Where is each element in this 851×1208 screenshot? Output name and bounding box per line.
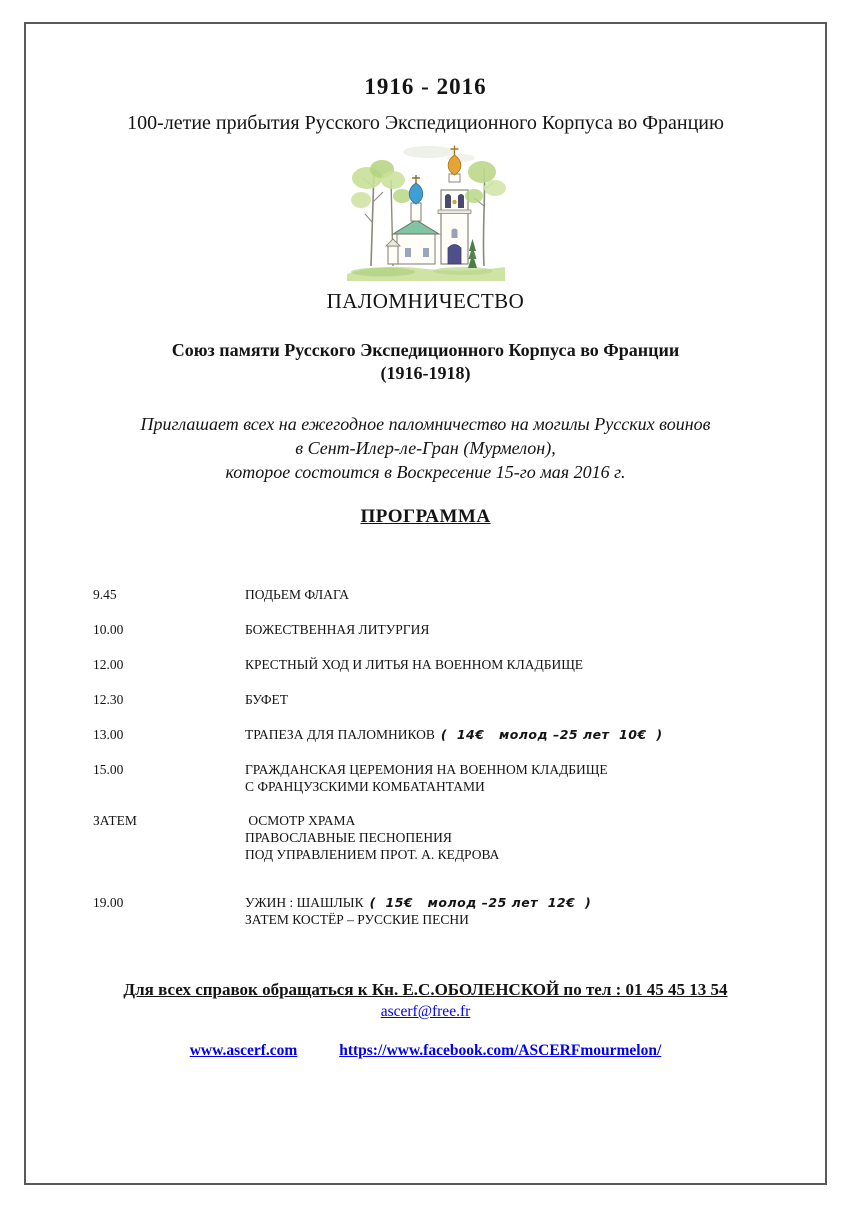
schedule-time: 12.00 bbox=[93, 657, 124, 672]
program-schedule bbox=[93, 586, 827, 928]
schedule-label: ЗАТЕМ КОСТЁР – РУССКИЕ ПЕСНИ bbox=[245, 912, 469, 927]
program-title: ПРОГРАММА bbox=[360, 506, 491, 527]
email-row bbox=[24, 1003, 827, 1021]
schedule-time: ЗАТЕМ bbox=[93, 813, 137, 828]
schedule-time: 12.30 bbox=[93, 692, 124, 707]
flyer-content bbox=[24, 22, 827, 1060]
union-heading bbox=[24, 339, 827, 385]
schedule-time: 10.00 bbox=[93, 622, 124, 637]
schedule-label: ПОД УПРАВЛЕНИЕМ ПРОТ. А. КЕДРОВА bbox=[245, 847, 500, 862]
schedule-label: БУФЕТ bbox=[245, 692, 288, 707]
pilgrimage-heading: ПАЛОМНИЧЕСТВО bbox=[326, 289, 525, 313]
schedule-label: БОЖЕСТВЕННАЯ ЛИТУРГИЯ bbox=[245, 622, 430, 637]
schedule-row bbox=[93, 761, 827, 795]
schedule-label-text: УЖИН : ШАШЛЫК bbox=[245, 895, 364, 910]
schedule-row bbox=[93, 726, 827, 743]
invitation-line3: которое состоится в Воскресение 15-го мая 2016 г. bbox=[225, 462, 626, 482]
schedule-time: 13.00 bbox=[93, 727, 124, 742]
schedule-time: 19.00 bbox=[93, 895, 124, 910]
invitation-text bbox=[24, 412, 827, 484]
dinner-price: ( 15€ молод –25 лет 12€ ) bbox=[369, 895, 592, 910]
schedule-row bbox=[93, 586, 827, 603]
schedule-time: 9.45 bbox=[93, 587, 117, 602]
website-link[interactable]: www.ascerf.com bbox=[189, 1042, 298, 1059]
schedule-label: ПРАВОСЛАВНЫЕ ПЕСНОПЕНИЯ bbox=[245, 830, 452, 845]
schedule-label: С ФРАНЦУЗСКИМИ КОМБАТАНТАМИ bbox=[245, 779, 485, 794]
schedule-label: КРЕСТНЫЙ ХОД И ЛИТЬЯ НА ВОЕННОМ КЛАДБИЩЕ bbox=[245, 657, 584, 672]
schedule-row bbox=[93, 812, 827, 863]
email-link[interactable]: ascerf@free.fr bbox=[380, 1003, 471, 1020]
union-line1: Союз памяти Русского Экспедиционного Корпуса во Франции bbox=[171, 340, 680, 360]
invitation-line2: в Сент-Илер-ле-Гран (Мурмелон), bbox=[295, 438, 556, 458]
schedule-row bbox=[93, 691, 827, 708]
links-row bbox=[24, 1042, 827, 1060]
schedule-row bbox=[93, 621, 827, 638]
facebook-link[interactable]: https://www.facebook.com/ASCERFmourmelon/ bbox=[339, 1042, 662, 1059]
years-title: 1916 - 2016 bbox=[364, 74, 487, 99]
schedule-row bbox=[93, 656, 827, 673]
schedule-label: ОСМОТР ХРАМА bbox=[245, 813, 356, 828]
schedule-label-text: ТРАПЕЗА ДЛЯ ПАЛОМНИКОВ bbox=[245, 727, 435, 742]
schedule-label bbox=[245, 894, 591, 911]
invitation-line1: Приглашает всех на ежегодное паломничество на могилы Русских воинов bbox=[140, 414, 711, 434]
church-illustration bbox=[341, 142, 511, 282]
schedule-row bbox=[93, 894, 827, 928]
anniversary-subtitle: 100-летие прибытия Русского Экспедиционного Корпуса во Францию bbox=[127, 112, 724, 134]
schedule-label bbox=[245, 726, 663, 743]
union-line2: (1916-1918) bbox=[380, 363, 471, 383]
meal-price: ( 14€ молод –25 лет 10€ ) bbox=[440, 727, 663, 742]
schedule-time: 15.00 bbox=[93, 762, 124, 777]
contact-info-line: Для всех справок обращаться к Кн. Е.С.ОБОЛЕНСКОЙ по тел : 01 45 45 13 54 bbox=[123, 980, 728, 999]
schedule-label: ГРАЖДАНСКАЯ ЦЕРЕМОНИЯ НА ВОЕННОМ КЛАДБИЩЕ bbox=[245, 762, 608, 777]
schedule-label: ПОДЬЕМ ФЛАГА bbox=[245, 587, 350, 602]
